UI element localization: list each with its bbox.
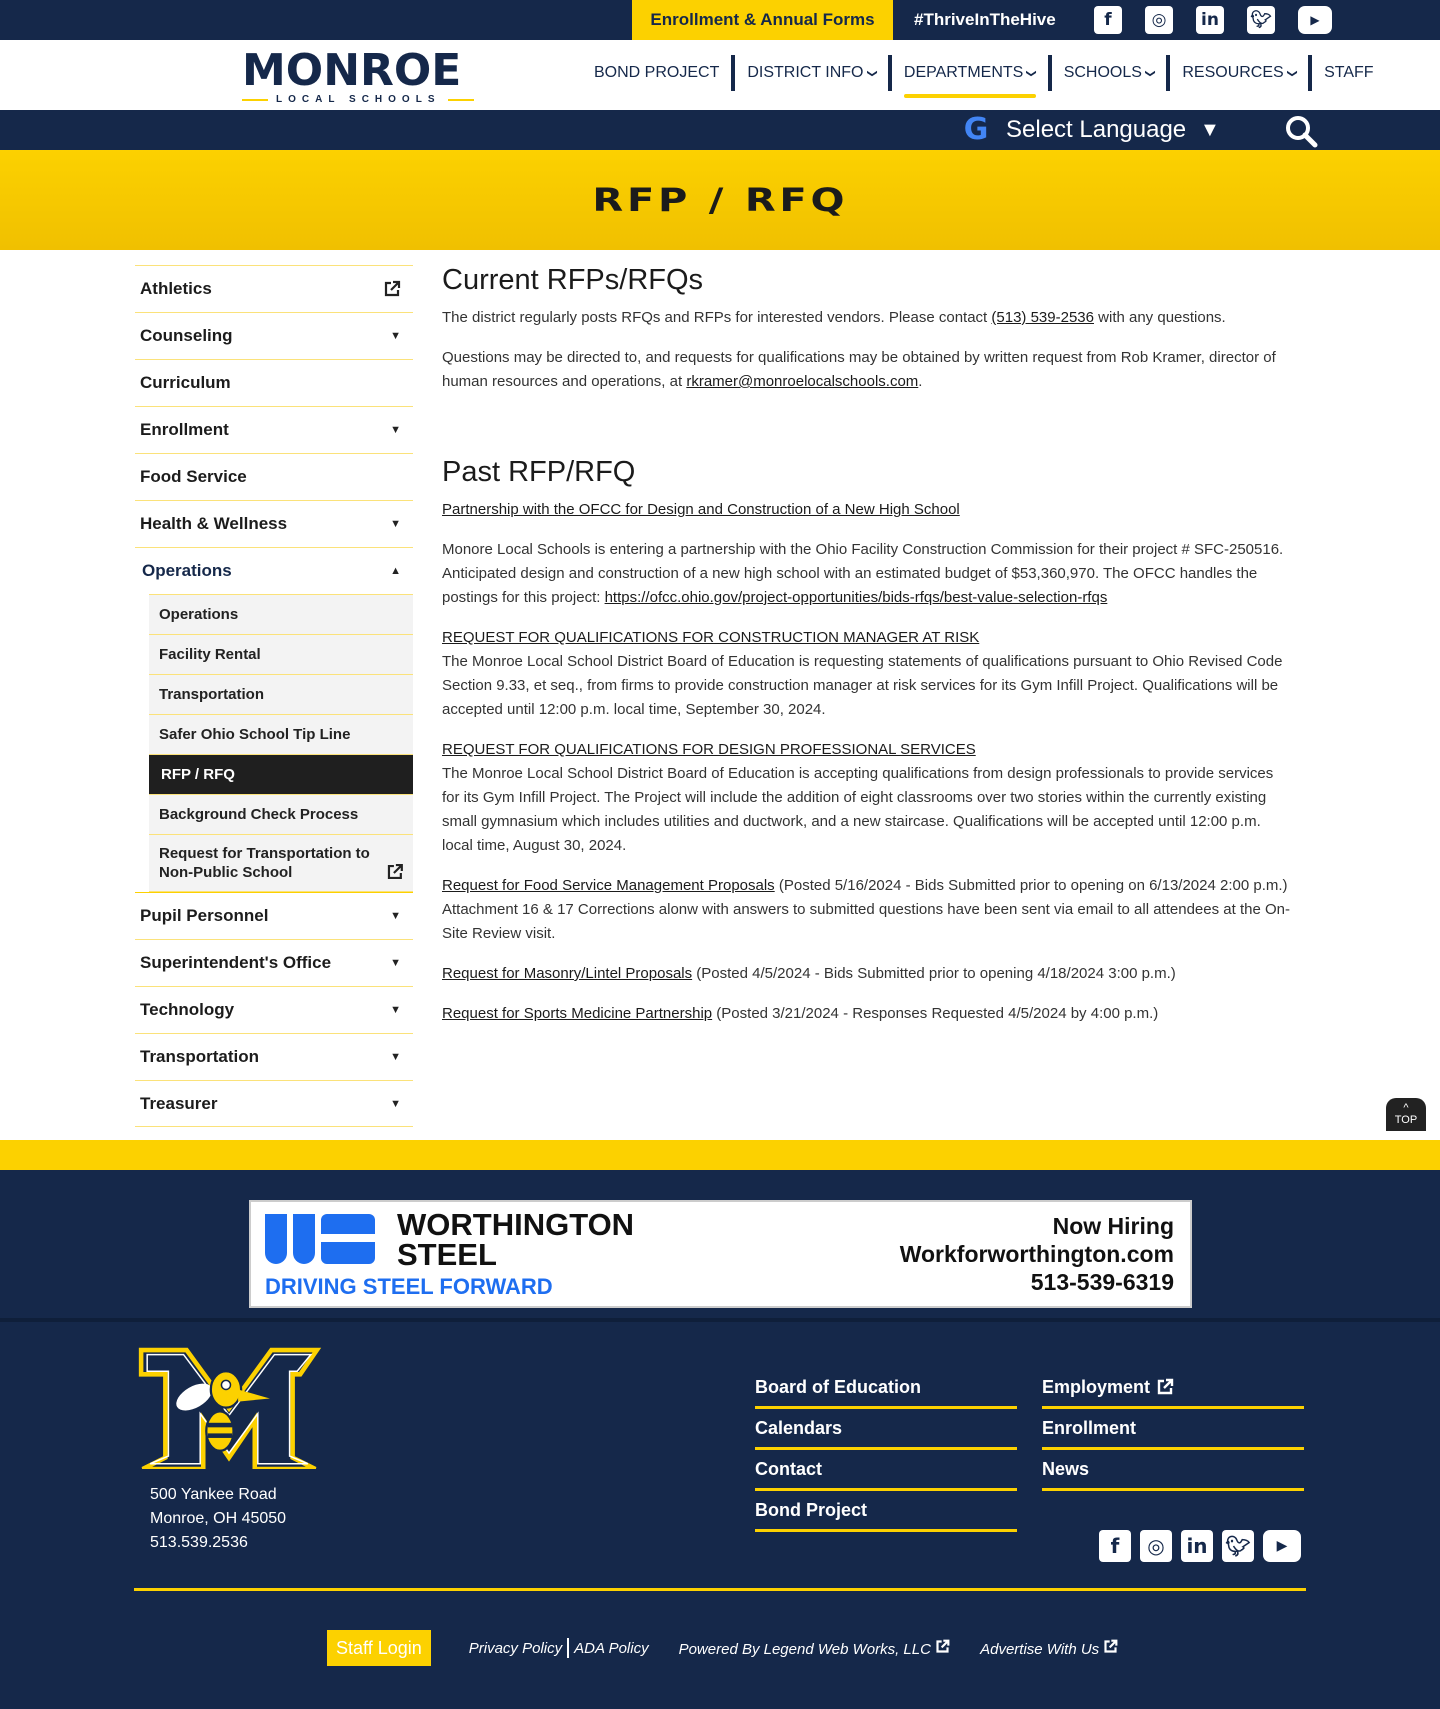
footer-link-label: Calendars <box>755 1417 843 1438</box>
sidebar-item-label: Curriculum <box>140 373 231 392</box>
sports-medicine-rfp-link[interactable]: Request for Sports Medicine Partnership <box>442 1005 713 1022</box>
top-utility-bar <box>0 0 1440 40</box>
linkedin-icon[interactable]: in <box>1181 1530 1213 1562</box>
nav-label: DISTRICT INFO <box>747 64 864 81</box>
current-rfps-heading: Current RFPs/RFQs <box>442 264 704 296</box>
paragraph-text: Monore Local Schools is entering a partnership with the Ohio Facility Construction Commission for their project # SFC-250516. Anticipated design and construction of a new high school with an estimated budget of $53,360,970. The OFCC handles the postings for this project: <box>442 541 1284 606</box>
twitter-icon[interactable]: 🐦︎ <box>1222 1530 1254 1562</box>
sports-medicine-paragraph <box>442 1002 1292 1026</box>
sidebar-item-label: Operations <box>142 561 232 580</box>
subnav-item-safer-ohio-tip-line[interactable] <box>149 715 413 755</box>
facebook-icon[interactable]: f <box>1099 1530 1131 1562</box>
brand-wordmark[interactable] <box>242 45 474 105</box>
divider <box>242 99 268 101</box>
nav-label: STAFF <box>1324 64 1374 81</box>
subnav-item-transportation[interactable] <box>149 675 413 715</box>
ada-policy-link[interactable]: ADA Policy <box>574 1639 649 1657</box>
subnav-label: Operations <box>159 606 239 623</box>
external-link-icon <box>935 1639 950 1654</box>
search-icon[interactable] <box>1284 114 1318 148</box>
address-city: Monroe, OH 45050 <box>150 1510 287 1527</box>
sidebar-item-counseling[interactable] <box>135 312 413 359</box>
subnav-item-operations[interactable] <box>149 595 413 635</box>
ad-hiring-info <box>900 1212 1174 1296</box>
youtube-icon[interactable]: ▶ <box>1298 6 1332 34</box>
footer-link-bond-project[interactable] <box>755 1491 1017 1532</box>
paragraph-text: (Posted 4/5/2024 - Bids Submitted prior to opening 4/18/2024 3:00 p.m.) <box>692 965 1176 982</box>
past-rfps-heading: Past RFP/RFQ <box>442 456 636 488</box>
sidebar-item-label: Health & Wellness <box>140 514 288 533</box>
ad-company-line: STEEL <box>397 1237 497 1272</box>
paragraph-text: The Monroe Local School District Board of Education is requesting statements of qualifications pursuant to Ohio Revised Code Section 9.33, et seq., from firms to provide construction manager at risk services for its Gym Infill Project. Qualifications will be accepted until 12:00 p.m. local time, September 30, 2024. <box>442 653 1283 718</box>
caret-down-icon[interactable]: ▼ <box>390 1051 401 1063</box>
paragraph-text: (Posted 3/21/2024 - Responses Requested 4/5/2024 by 4:00 p.m.) <box>712 1005 1159 1022</box>
cmar-paragraph <box>442 626 1292 722</box>
paragraph-text: The district regularly posts RFQs and RFPs for interested vendors. Please contact <box>442 309 992 326</box>
subnav-label: Background Check Process <box>159 806 359 823</box>
footer-links <box>755 1368 1304 1532</box>
nav-schools[interactable] <box>1052 54 1167 92</box>
sidebar-item-label: Enrollment <box>140 420 229 439</box>
paragraph-text: Questions may be directed to, and requests for qualifications may be obtained by written request from Rob Kramer, director of human resources and operations, at <box>442 349 1276 390</box>
caret-down-icon[interactable]: ▼ <box>390 518 401 530</box>
instagram-icon[interactable]: ◎ <box>1140 1530 1172 1562</box>
nav-label: BOND PROJECT <box>594 64 720 81</box>
subnav-item-facility-rental[interactable] <box>149 635 413 675</box>
sidebar-item-label: Pupil Personnel <box>140 906 269 925</box>
phone-link[interactable]: (513) 539-2536 <box>991 309 1094 326</box>
staff-login-button[interactable]: Staff Login <box>327 1630 431 1666</box>
subnav-item-non-public-transportation[interactable] <box>149 835 413 892</box>
nav-district-info[interactable] <box>735 54 888 92</box>
privacy-policy-link[interactable]: Privacy Policy <box>468 1639 563 1657</box>
back-to-top-button[interactable] <box>1386 1098 1426 1131</box>
sidebar-item-label: Treasurer <box>140 1093 218 1113</box>
footer-link-enrollment[interactable] <box>1042 1409 1304 1450</box>
nav-staff[interactable] <box>1312 54 1385 92</box>
dropdown-arrow-icon[interactable]: ▼ <box>1200 119 1220 141</box>
footer-link-news[interactable] <box>1042 1450 1304 1491</box>
sidebar-item-label: Technology <box>140 1000 235 1019</box>
sidebar-item-label: Food Service <box>140 467 247 486</box>
subnav-label: Transportation <box>159 686 265 703</box>
chevron-down-icon: ❯ <box>1144 68 1156 78</box>
contact-paragraph <box>442 346 1292 394</box>
page-title: RFP / RFQ <box>592 181 848 219</box>
email-link[interactable]: rkramer@monroelocalschools.com <box>686 373 919 390</box>
ad-company-name <box>397 1207 635 1272</box>
enrollment-forms-button[interactable]: Enrollment & Annual Forms <box>632 0 893 40</box>
caret-down-icon[interactable]: ▼ <box>390 330 401 342</box>
footer-link-label: Board of Education <box>755 1376 921 1397</box>
sidebar-item-treasurer[interactable] <box>135 1080 413 1127</box>
paragraph-text: with any questions. <box>1093 309 1226 326</box>
sponsor-band <box>0 1170 1440 1322</box>
external-link-icon <box>386 863 404 881</box>
sidebar-item-pupil-personnel[interactable] <box>135 892 413 939</box>
caret-up-icon[interactable]: ▲ <box>390 565 401 577</box>
footer-divider <box>134 1588 1306 1591</box>
caret-down-icon[interactable]: ▼ <box>390 1097 401 1110</box>
ad-website: Workforworthington.com <box>899 1241 1174 1267</box>
chevron-down-icon: ❯ <box>1026 68 1038 78</box>
sidebar-item-athletics[interactable] <box>135 265 413 312</box>
operations-subnav <box>149 594 413 892</box>
footer-link-employment[interactable] <box>1042 1368 1304 1409</box>
subnav-item-rfp-rfq[interactable] <box>149 755 413 795</box>
language-select[interactable]: Select Language <box>1006 116 1187 143</box>
site-footer <box>0 1170 1440 1709</box>
powered-by-link[interactable] <box>679 1639 951 1658</box>
footer-link-label: Employment <box>1042 1376 1151 1397</box>
sidebar-item-technology[interactable] <box>135 986 413 1033</box>
hashtag-link[interactable]: #ThriveInTheHive <box>914 10 1056 29</box>
footer-link-label: Contact <box>755 1458 822 1479</box>
facebook-icon[interactable]: f <box>1094 6 1122 34</box>
paragraph-text: . <box>918 373 923 390</box>
sidebar-item-curriculum[interactable] <box>135 359 413 406</box>
nav-label: SCHOOLS <box>1063 64 1142 81</box>
caret-down-icon[interactable]: ▼ <box>390 1004 401 1016</box>
sidebar-item-label: Transportation <box>140 1047 260 1066</box>
worthington-logo-mark <box>265 1214 375 1264</box>
sidebar-item-health-wellness[interactable] <box>135 500 413 547</box>
google-icon: G <box>963 112 989 147</box>
main-navbar <box>0 40 1440 110</box>
sidebar-item-label: Superintendent's Office <box>140 953 332 972</box>
brand-subtitle-row <box>242 94 474 105</box>
ofcc-url-link[interactable]: https://ofcc.ohio.gov/project-opportunities/bids-rfqs/best-value-selection-rfqs <box>604 589 1108 606</box>
top-label: TOP <box>1394 1114 1418 1126</box>
sidebar-item-operations[interactable] <box>135 547 413 594</box>
caret-down-icon[interactable]: ▼ <box>390 957 401 969</box>
paragraph-text: The Monroe Local School District Board of Education is accepting qualifications from design professionals to provide services for its Gym Infill Project. The Project will include the addition of eight classrooms over two stories within the currently existing small gymnasium which includes utilities and ductwork, and a new staircase. Qualifications will be accepted until 12:00 p.m. local time, August 30, 2024. <box>442 765 1274 854</box>
advertise-link[interactable] <box>980 1639 1118 1658</box>
food-service-paragraph <box>442 874 1292 946</box>
footer-link-label: Enrollment <box>1042 1417 1137 1438</box>
subnav-label: Facility Rental <box>159 646 261 663</box>
footer-link-contact[interactable] <box>755 1450 1017 1491</box>
ad-hiring-label: Now Hiring <box>1052 1213 1174 1239</box>
page-hero <box>0 150 1440 250</box>
divider <box>567 1638 569 1658</box>
chevron-down-icon: ❯ <box>866 68 878 78</box>
divider <box>448 99 474 101</box>
sidebar-item-food-service[interactable] <box>135 453 413 500</box>
current-intro-paragraph <box>442 306 1292 330</box>
language-bar <box>0 110 1440 150</box>
advertise-label: Advertise With Us <box>980 1640 1100 1658</box>
nav-departments[interactable] <box>892 54 1048 92</box>
external-link-icon <box>1156 1378 1174 1396</box>
subnav-label: Safer Ohio School Tip Line <box>159 726 351 743</box>
nav-resources[interactable] <box>1170 54 1308 92</box>
up-arrow-icon: ^ <box>1403 1102 1409 1114</box>
footer-address <box>150 1483 286 1555</box>
ofcc-partnership-link[interactable]: Partnership with the OFCC for Design and Construction of a New High School <box>442 501 960 518</box>
ofcc-paragraph <box>442 538 1292 610</box>
masonry-paragraph <box>442 962 1292 986</box>
masonry-rfp-link[interactable]: Request for Masonry/Lintel Proposals <box>442 965 693 982</box>
footer-bottom-row <box>327 1630 1118 1666</box>
powered-by-label: Powered By Legend Web Works, LLC <box>678 1640 931 1658</box>
sidebar-item-superintendents-office[interactable] <box>135 939 413 986</box>
footer-accent-band <box>0 1140 1440 1170</box>
spacer <box>442 410 1292 454</box>
footer-link-label: Bond Project <box>755 1499 868 1520</box>
instagram-icon[interactable]: ◎ <box>1145 6 1173 34</box>
linkedin-icon[interactable]: in <box>1196 6 1224 34</box>
worthington-steel-ad[interactable] <box>249 1200 1192 1308</box>
ad-phone: 513-539-6319 <box>1030 1269 1174 1295</box>
footer-link-calendars[interactable] <box>755 1409 1017 1450</box>
sidebar-item-transportation[interactable] <box>135 1033 413 1080</box>
header-social-links <box>1094 6 1332 34</box>
youtube-icon[interactable]: ▶ <box>1263 1530 1301 1562</box>
twitter-icon[interactable]: 🐦︎ <box>1247 6 1275 34</box>
caret-down-icon[interactable]: ▼ <box>390 910 401 922</box>
caret-down-icon[interactable]: ▼ <box>390 424 401 436</box>
cmar-rfq-link[interactable]: REQUEST FOR QUALIFICATIONS FOR CONSTRUCTION MANAGER AT RISK <box>442 629 980 646</box>
external-link-icon <box>383 280 401 298</box>
brand-name: MONROE <box>242 45 462 96</box>
footer-social-links <box>1099 1530 1301 1562</box>
nav-label: RESOURCES <box>1182 64 1284 81</box>
paragraph-text: (Posted 5/16/2024 - Bids Submitted prior to opening on 6/13/2024 2:00 p.m.) Attachment 16 & 17 Corrections alonw with answers to submitted questions have been sent via email to all attendees at the On-Site Review visit. <box>442 877 1290 942</box>
footer-logo[interactable] <box>134 1344 324 1469</box>
footer-link-label: News <box>1042 1458 1090 1479</box>
subnav-label: RFP / RFQ <box>161 766 235 783</box>
nav-bond-project[interactable] <box>582 54 731 92</box>
main-content <box>442 262 1292 1042</box>
sidebar-item-label: Athletics <box>140 279 212 298</box>
footer-phone: 513.539.2536 <box>150 1534 248 1551</box>
external-link-icon <box>1103 1639 1118 1654</box>
department-sidebar <box>135 265 413 1127</box>
brand-subtitle: LOCAL SCHOOLS <box>276 94 441 105</box>
ad-tagline: DRIVING STEEL FORWARD <box>265 1274 553 1299</box>
design-rfq-link[interactable]: REQUEST FOR QUALIFICATIONS FOR DESIGN PROFESSIONAL SERVICES <box>442 741 976 758</box>
ofcc-link-paragraph <box>442 498 1292 522</box>
food-service-rfp-link[interactable]: Request for Food Service Management Proposals <box>442 877 775 894</box>
subnav-label: Request for Transportation to Non-Public School <box>159 845 370 881</box>
ad-company-line: WORTHINGTON <box>397 1207 635 1242</box>
address-street: 500 Yankee Road <box>150 1486 277 1503</box>
sidebar-item-enrollment[interactable] <box>135 406 413 453</box>
primary-nav <box>582 54 1386 92</box>
subnav-item-background-check[interactable] <box>149 795 413 835</box>
sidebar-item-label: Counseling <box>140 326 233 345</box>
chevron-down-icon: ❯ <box>1286 68 1298 78</box>
design-paragraph <box>442 738 1292 858</box>
nav-label: DEPARTMENTS <box>903 64 1024 81</box>
footer-link-board-of-education[interactable] <box>755 1368 1017 1409</box>
